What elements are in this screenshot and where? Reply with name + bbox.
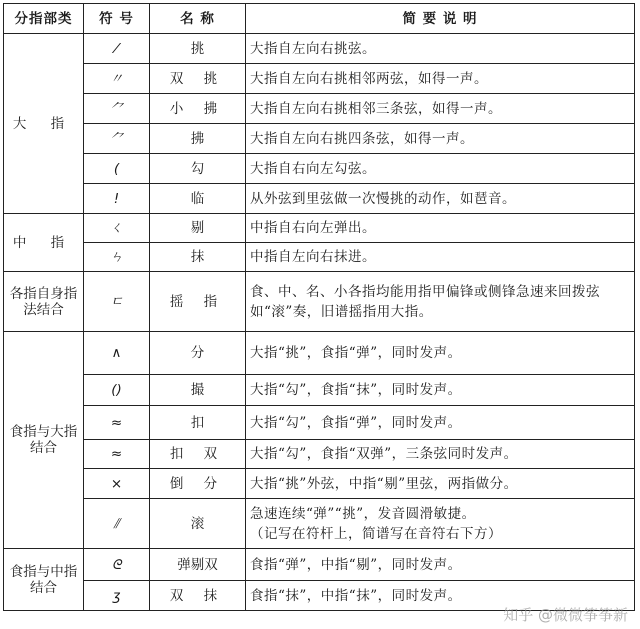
category-shizhi-zhongzhi: 食指与中指结合 [4,549,84,611]
technique-description: 大指“挑”，食指“弹”，同时发声。 [246,332,635,375]
table-row [4,243,635,272]
symbol-glyph: ( [84,154,150,184]
description-line: 急速连续“弹”“挑”，发音圆滑敏捷。 [250,505,476,522]
table-header-row [4,4,635,34]
header-symbol: 符 号 [84,4,150,34]
symbol-glyph: ㄑ [84,214,150,243]
technique-name: 剔 [150,214,246,243]
technique-name: 滚 [150,499,246,549]
table-row [4,375,635,406]
technique-name: 抹 [150,243,246,272]
technique-description: 大指自右向左勾弦。 [246,154,635,184]
technique-name: 摇 指 [150,272,246,332]
symbol-glyph: ᘓ [84,549,150,581]
technique-name: 双 挑 [150,64,246,94]
table-row [4,34,635,64]
technique-name: 分 [150,332,246,375]
technique-name: 双 抹 [150,581,246,611]
symbol-glyph: ≈ [84,406,150,440]
symbol-glyph: ㄣ [84,243,150,272]
technique-name: 小 拂 [150,94,246,124]
table-row [4,64,635,94]
header-category: 分指部类 [4,4,84,34]
category-zhong-zhi: 中 指 [4,214,84,272]
table-row [4,214,635,243]
table-row [4,154,635,184]
technique-description: 食指“抹”，中指“抹”，同时发声。 [246,581,635,611]
symbol-glyph: ⁄ [84,34,150,64]
technique-description: 大指自左向右挑相邻两弦，如得一声。 [246,64,635,94]
category-da-zhi: 大 指 [4,34,84,214]
technique-description: 大指“勾”，食指“弹”，同时发声。 [246,406,635,440]
symbol-glyph: ⫽ [84,499,150,549]
technique-name: 挑 [150,34,246,64]
header-name: 名 称 [150,4,246,34]
technique-description: 大指“勾”，食指“双弹”，三条弦同时发声。 [246,440,635,469]
symbol-glyph: () [84,375,150,406]
technique-name: 扣 双 [150,440,246,469]
technique-description: 大指自左向右挑弦。 [246,34,635,64]
header-description: 简 要 说 明 [246,4,635,34]
technique-name: 勾 [150,154,246,184]
table-row [4,94,635,124]
fingering-table [3,3,635,611]
technique-name: 扣 [150,406,246,440]
table-row [4,184,635,214]
technique-name: 撮 [150,375,246,406]
table-row [4,549,635,581]
symbol-glyph: ⺈ [84,94,150,124]
technique-name: 倒 分 [150,469,246,499]
table-row [4,499,635,549]
watermark: 知乎 @微微筝筝新 [503,606,628,624]
table-row [4,332,635,375]
symbol-glyph: ! [84,184,150,214]
symbol-glyph: ≈ [84,440,150,469]
technique-description: 大指自左向右挑相邻三条弦，如得一声。 [246,94,635,124]
table-row [4,406,635,440]
technique-description: 食指“弹”，中指“剔”，同时发声。 [246,549,635,581]
symbol-glyph: × [84,469,150,499]
technique-name: 临 [150,184,246,214]
symbol-glyph: ∧ [84,332,150,375]
symbol-glyph: ⺈ [84,124,150,154]
symbol-glyph: 〃 [84,64,150,94]
technique-description: 大指“挑”外弦，中指“剔”里弦，两指做分。 [246,469,635,499]
table-row [4,124,635,154]
technique-description [246,499,635,549]
technique-name: 拂 [150,124,246,154]
technique-description: 大指“勾”，食指“抹”，同时发声。 [246,375,635,406]
symbol-glyph: ㄷ [84,272,150,332]
description-note: （记写在符杆上，简谱写在音符右下方） [250,525,502,542]
technique-description: 中指自右向左弹出。 [246,214,635,243]
technique-description: 中指自左向右抹进。 [246,243,635,272]
table-row [4,272,635,332]
technique-description: 大指自左向右挑四条弦，如得一声。 [246,124,635,154]
symbol-glyph: ʒ [84,581,150,611]
table-row [4,469,635,499]
technique-description: 食、中、名、小各指均能用指甲偏锋或侧锋急速来回拨弦如“滚”奏，旧谱摇指用大指。 [246,272,635,332]
category-gezhi: 各指自身指法结合 [4,272,84,332]
category-shizhi-dazhi: 食指与大指结合 [4,332,84,549]
technique-description: 从外弦到里弦做一次慢挑的动作，如琶音。 [246,184,635,214]
table-row [4,440,635,469]
technique-name: 弹剔双 [150,549,246,581]
